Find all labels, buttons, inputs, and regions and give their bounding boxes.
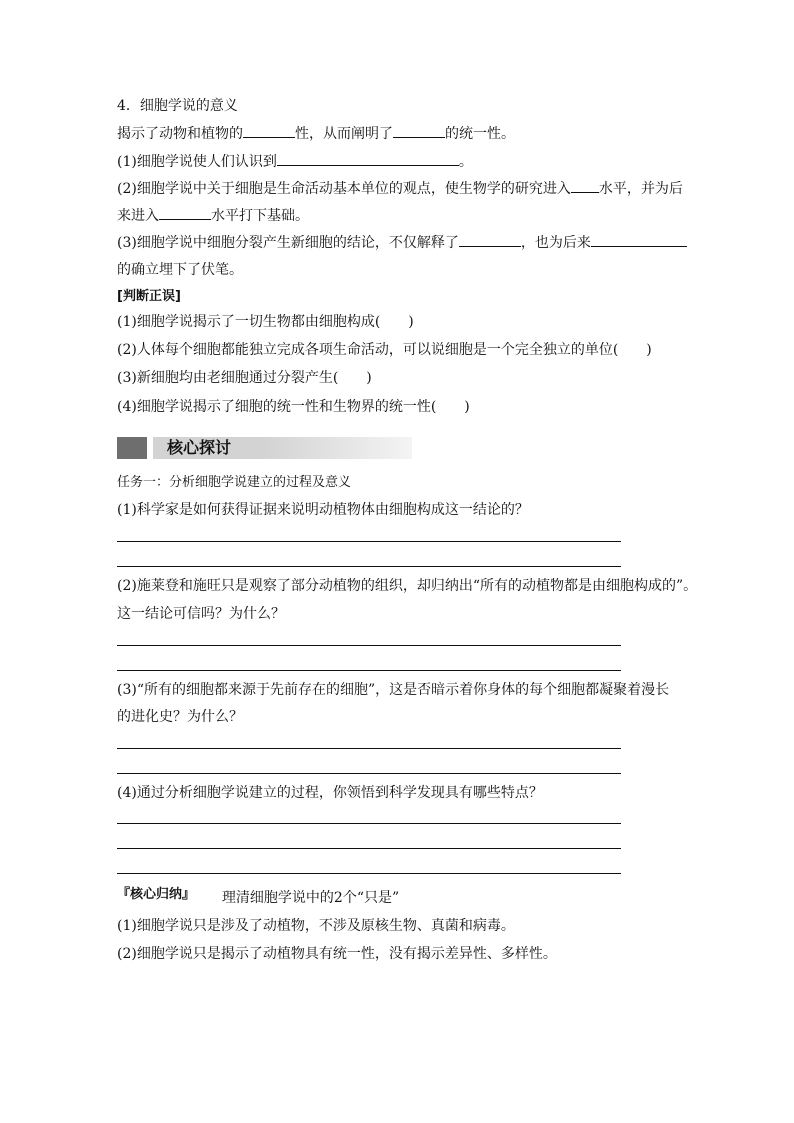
fill-line-5: (3)细胞学说中细胞分裂产生新细胞的结论，不仅解释了 ，也为后来 <box>117 232 687 253</box>
judge-heading: [判断正误] <box>117 289 181 304</box>
fill-blank[interactable] <box>243 123 295 138</box>
answer-line[interactable] <box>117 773 621 774</box>
question-2: (2)施莱登和施旺只是观察了部分动植物的组织，却归纳出“所有的动植物都是由细胞构成的”。 <box>117 578 698 594</box>
answer-line[interactable] <box>117 823 621 824</box>
answer-line[interactable] <box>117 873 621 874</box>
question-2-cont: 这一结论可信吗？为什么？ <box>117 606 285 622</box>
section-banner <box>117 437 412 459</box>
summary-item: (1)细胞学说只是涉及了动植物，不涉及原核生物、真菌和病毒。 <box>117 918 515 934</box>
summary-item: (2)细胞学说只是揭示了动植物具有统一性，没有揭示差异性、多样性。 <box>117 946 557 962</box>
question-3: (3)“所有的细胞都来源于先前存在的细胞”，这是否暗示着你身体的每个细胞都凝聚着漫长 <box>117 682 670 698</box>
banner-dark-block <box>117 437 147 459</box>
section-heading: 4．细胞学说的意义 <box>117 98 238 114</box>
question-3-cont: 的进化史？为什么？ <box>117 709 243 725</box>
fill-blank[interactable] <box>159 205 211 220</box>
summary-title: 理清细胞学说中的2个“只是” <box>221 890 400 906</box>
fill-blank[interactable] <box>393 123 445 138</box>
fill-line-3: (2)细胞学说中关于细胞是生命活动基本单位的观点，使生物学的研究进入 水平，并为后 <box>117 178 683 199</box>
answer-line[interactable] <box>117 645 621 646</box>
answer-line[interactable] <box>117 541 621 542</box>
task-heading: 任务一：分析细胞学说建立的过程及意义 <box>117 475 352 490</box>
answer-line[interactable] <box>117 670 621 671</box>
judge-item: (4)细胞学说揭示了细胞的统一性和生物界的统一性( ) <box>117 399 470 415</box>
fill-line-2: (1)细胞学说使人们认识到 。 <box>117 151 473 172</box>
question-4: (4)通过分析细胞学说建立的过程，你领悟到科学发现具有哪些特点？ <box>117 785 543 801</box>
fill-line-4: 来进入 水平打下基础。 <box>117 205 309 226</box>
summary-label: 『核心归纳』 <box>117 887 196 902</box>
summary-header <box>117 884 399 905</box>
answer-line[interactable] <box>117 566 621 567</box>
fill-line-1: 揭示了动物和植物的 性，从而阐明了 的统一性。 <box>117 123 515 144</box>
fill-blank[interactable] <box>459 232 521 247</box>
fill-blank[interactable] <box>277 151 459 166</box>
answer-line[interactable] <box>117 748 621 749</box>
fill-line-6: 的确立埋下了伏笔。 <box>117 262 243 278</box>
banner-fade <box>263 437 412 459</box>
question-1: (1)科学家是如何获得证据来说明动植物体由细胞构成这一结论的？ <box>117 502 529 518</box>
judge-item: (3)新细胞均由老细胞通过分裂产生( ) <box>117 370 372 386</box>
banner-label: 核心探讨 <box>153 437 263 459</box>
fill-blank[interactable] <box>591 232 687 247</box>
judge-item: (2)人体每个细胞都能独立完成各项生命活动，可以说细胞是一个完全独立的单位( ) <box>117 342 652 358</box>
answer-line[interactable] <box>117 848 621 849</box>
fill-blank[interactable] <box>571 178 599 193</box>
judge-item: (1)细胞学说揭示了一切生物都由细胞构成( ) <box>117 314 414 330</box>
